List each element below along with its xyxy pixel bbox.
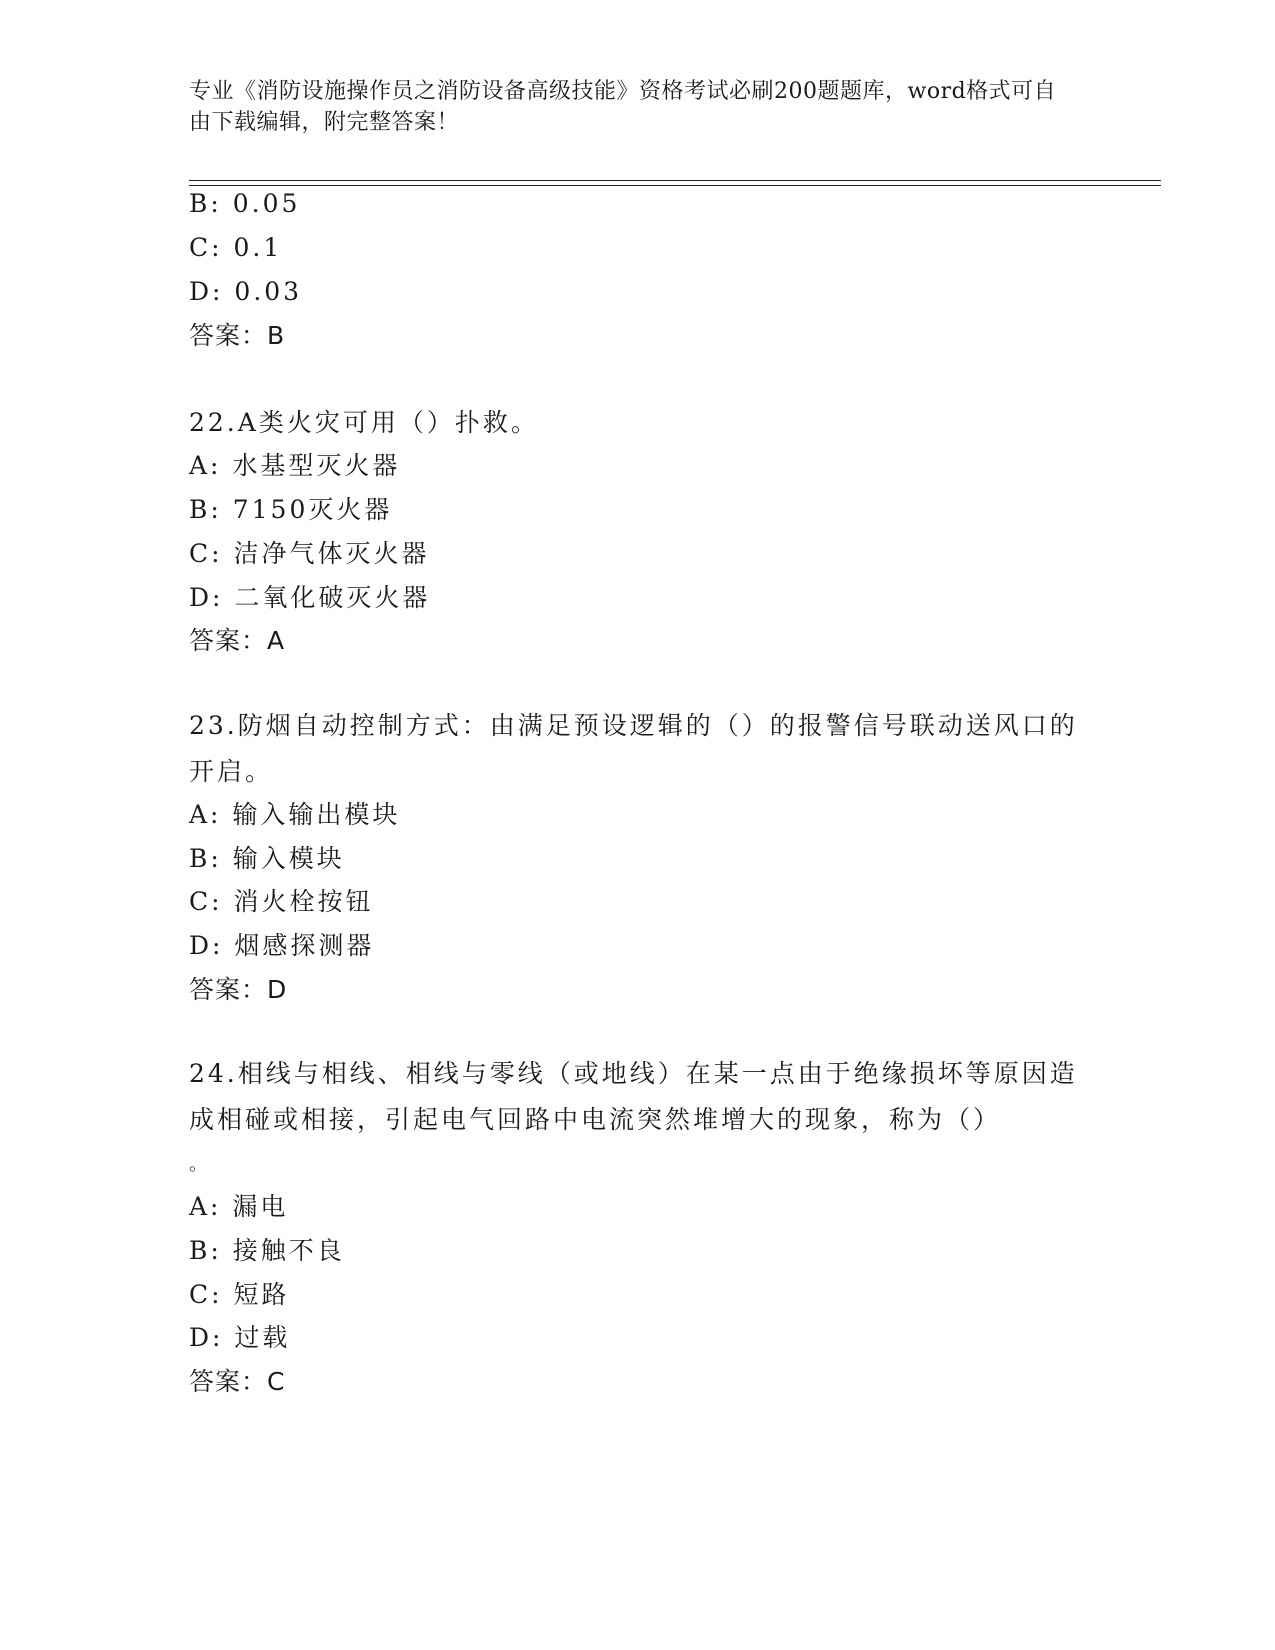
q24-answer: 答案：C bbox=[189, 1367, 286, 1396]
q24-option-a: A: 漏电 bbox=[189, 1192, 289, 1221]
document-header: 专业《消防设施操作员之消防设备高级技能》资格考试必刷200题题库，word格式可自由下载编辑，附完整答案！ bbox=[189, 79, 1057, 135]
q21-answer: 答案：B bbox=[189, 321, 286, 350]
q22-option-c: C: 洁净气体灭火器 bbox=[189, 539, 430, 568]
q22-question: 22.A类火灾可用（）扑救。 bbox=[189, 408, 539, 437]
q23-option-d: D: 烟感探测器 bbox=[189, 931, 375, 960]
header-divider-top bbox=[189, 180, 1161, 181]
q21-option-b: B: 0.05 bbox=[189, 189, 301, 218]
q23-answer: 答案：D bbox=[189, 975, 288, 1004]
q21-option-d: D: 0.03 bbox=[189, 277, 303, 306]
q23-option-b: B: 输入模块 bbox=[189, 844, 345, 873]
q23-option-c: C: 消火栓按钮 bbox=[189, 887, 374, 916]
q24-option-b: B: 接触不良 bbox=[189, 1236, 345, 1265]
q22-option-b: B: 7150灭火器 bbox=[189, 495, 393, 524]
q24-question: 24.相线与相线、相线与零线（或地线）在某一点由于绝缘损坏等原因造成相碰或相接，引起电气回路中电流突然堆增大的现象，称为（） bbox=[189, 1059, 1078, 1134]
q22-option-d: D: 二氧化破灭火器 bbox=[189, 583, 431, 612]
header-divider-bottom bbox=[189, 185, 1161, 186]
q24-option-d: D: 过载 bbox=[189, 1323, 291, 1352]
q23-question: 23.防烟自动控制方式：由满足预设逻辑的（）的报警信号联动送风口的开启。 bbox=[189, 711, 1078, 786]
q22-option-a: A: 水基型灭火器 bbox=[189, 451, 401, 480]
q23-option-a: A: 输入输出模块 bbox=[189, 800, 401, 829]
q21-option-c: C: 0.1 bbox=[189, 233, 283, 262]
q24-option-c: C: 短路 bbox=[189, 1280, 290, 1309]
q24-question-tail: 。 bbox=[189, 1154, 210, 1175]
q22-answer: 答案：A bbox=[189, 626, 286, 655]
